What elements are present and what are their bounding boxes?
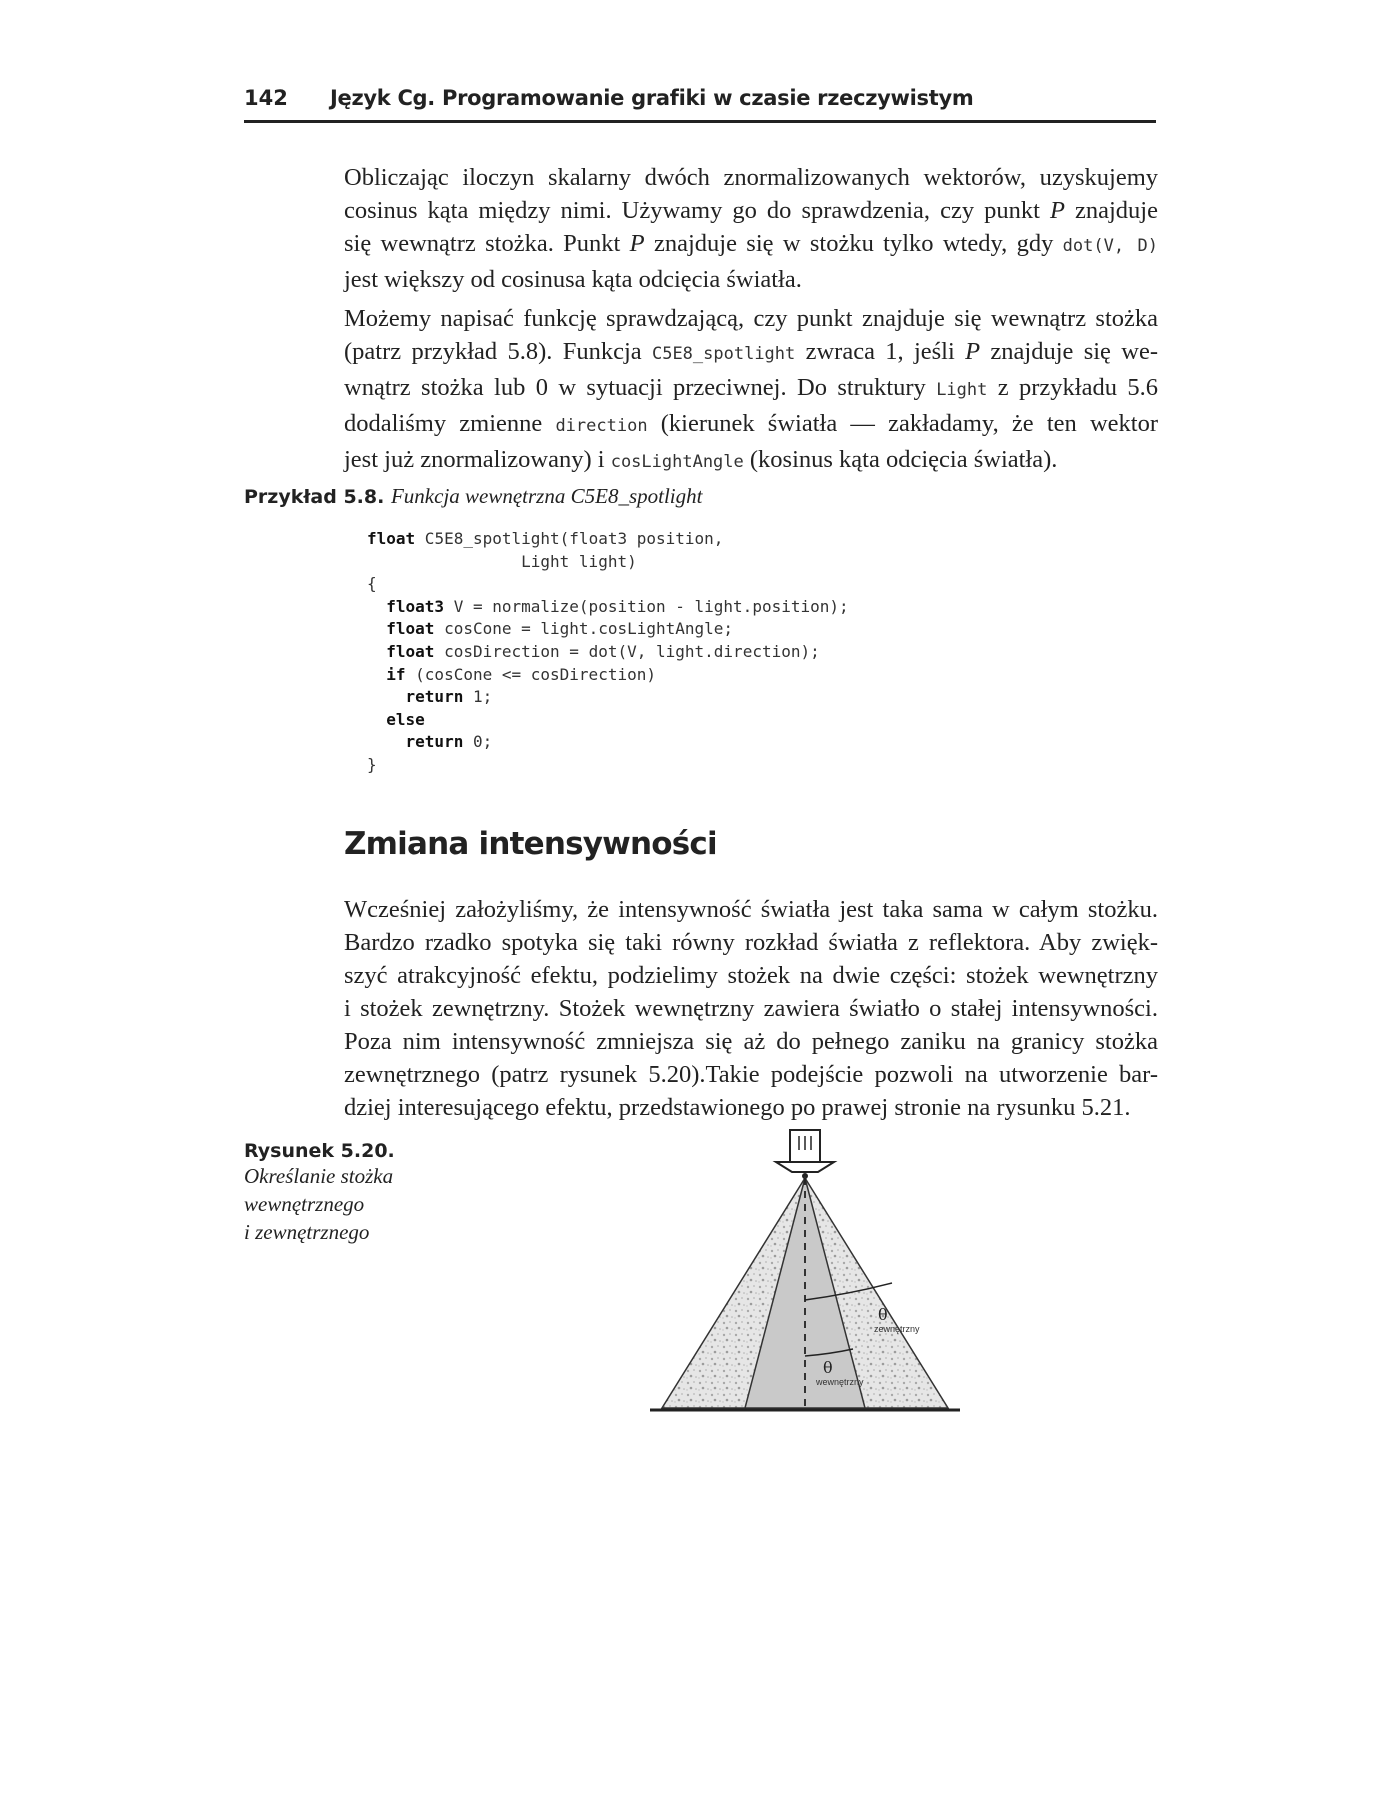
paragraph-intensity xyxy=(344,893,1158,1124)
code-line: float cosCone = light.cosLightAngle; xyxy=(367,619,734,639)
text-line: jest już znormalizowany) i cosLightAngle (kosinus kąta odcięcia światła). xyxy=(344,446,1058,473)
spotlight-cone-diagram xyxy=(650,1128,960,1428)
code-line: float C5E8_spotlight(float3 position, xyxy=(367,529,724,548)
text-line: (patrz przykład 5.8). Funkcja C5E8_spotlight zwraca 1, jeśli P znajduje się we- xyxy=(344,338,1158,365)
example-title: Funkcja wewnętrzna C5E8_spotlight xyxy=(390,484,703,508)
text-line: Możemy napisać funkcję sprawdzającą, czy punkt znajduje się wewnątrz stożka xyxy=(344,305,1158,332)
text-line: Wcześniej założyliśmy, że intensywność światła jest taka sama w całym stożku. xyxy=(344,896,1158,923)
code-listing xyxy=(367,528,849,777)
code-line: } xyxy=(367,754,377,774)
text-line: Bardzo rzadko spotyka się taki równy rozkład światła z reflektora. Aby zwięk- xyxy=(344,929,1158,956)
inner-angle-label: wewnętrzny xyxy=(816,1377,864,1387)
text-line: dziej interesującego efektu, przedstawionego po prawej stronie na rysunku 5.21. xyxy=(344,1094,1131,1121)
code-line: Light light) xyxy=(367,551,637,571)
code-line: float cosDirection = dot(V, light.direction); xyxy=(367,641,820,661)
text-line: zewnętrznego (patrz rysunek 5.20).Takie podejście pozwoli na utworzenie bar- xyxy=(344,1061,1158,1088)
paragraph-dot-product xyxy=(344,161,1158,296)
outer-angle-label: zewnętrzny xyxy=(874,1324,920,1334)
text-line: się wewnątrz stożka. Punkt P znajduje się w stożku tylko wtedy, gdy dot(V, D) xyxy=(344,230,1158,257)
text-line: wnątrz stożka lub 0 w sytuacji przeciwnej. Do struktury Light z przykładu 5.6 xyxy=(344,374,1158,401)
code-line: return 0; xyxy=(367,732,493,752)
page-number: 142 xyxy=(244,86,288,110)
text-line: i stożek zewnętrzny. Stożek wewnętrzny zawiera światło o stałej intensywności. xyxy=(344,995,1158,1022)
running-title: Język Cg. Programowanie grafiki w czasie rzeczywistym xyxy=(330,86,974,110)
section-heading: Zmiana intensywności xyxy=(344,826,717,862)
code-line: return 1; xyxy=(367,687,493,707)
text-line: jest większy od cosinusa kąta odcięcia światła. xyxy=(344,266,802,293)
text-line: cosinus kąta między nimi. Używamy go do sprawdzenia, czy punkt P znajduje xyxy=(344,197,1158,224)
figure-caption-line: i zewnętrznego xyxy=(244,1220,370,1244)
code-line: { xyxy=(367,574,377,594)
running-header xyxy=(244,86,1156,123)
code-line: float3 V = normalize(position - light.position); xyxy=(367,596,849,616)
text-line: Obliczając iloczyn skalarny dwóch znormalizowanych wektorów, uzyskujemy xyxy=(344,164,1158,191)
paragraph-spotlight-function xyxy=(344,302,1158,479)
example-caption xyxy=(244,484,702,509)
figure-label: Rysunek 5.20. xyxy=(244,1140,395,1162)
text-line: szyć atrakcyjność efektu, podzielimy stożek na dwie części: stożek wewnętrzny xyxy=(344,962,1158,989)
example-label: Przykład 5.8. xyxy=(244,486,385,508)
code-line: if (cosCone <= cosDirection) xyxy=(367,664,656,684)
figure-caption-line: wewnętrznego xyxy=(244,1192,365,1216)
figure-caption-line: Określanie stożka xyxy=(244,1164,394,1188)
figure-caption xyxy=(244,1140,404,1246)
text-line: Poza nim intensywność zmniejsza się aż do pełnego zaniku na granicy stożka xyxy=(344,1028,1158,1055)
outer-theta-symbol: θ xyxy=(878,1305,888,1324)
spotlight-lamp-icon xyxy=(776,1130,834,1179)
text-line: dodaliśmy zmienne direction (kierunek światła — zakładamy, że ten wektor xyxy=(344,410,1158,437)
inner-theta-symbol: θ xyxy=(823,1358,833,1377)
code-line: else xyxy=(367,709,425,729)
